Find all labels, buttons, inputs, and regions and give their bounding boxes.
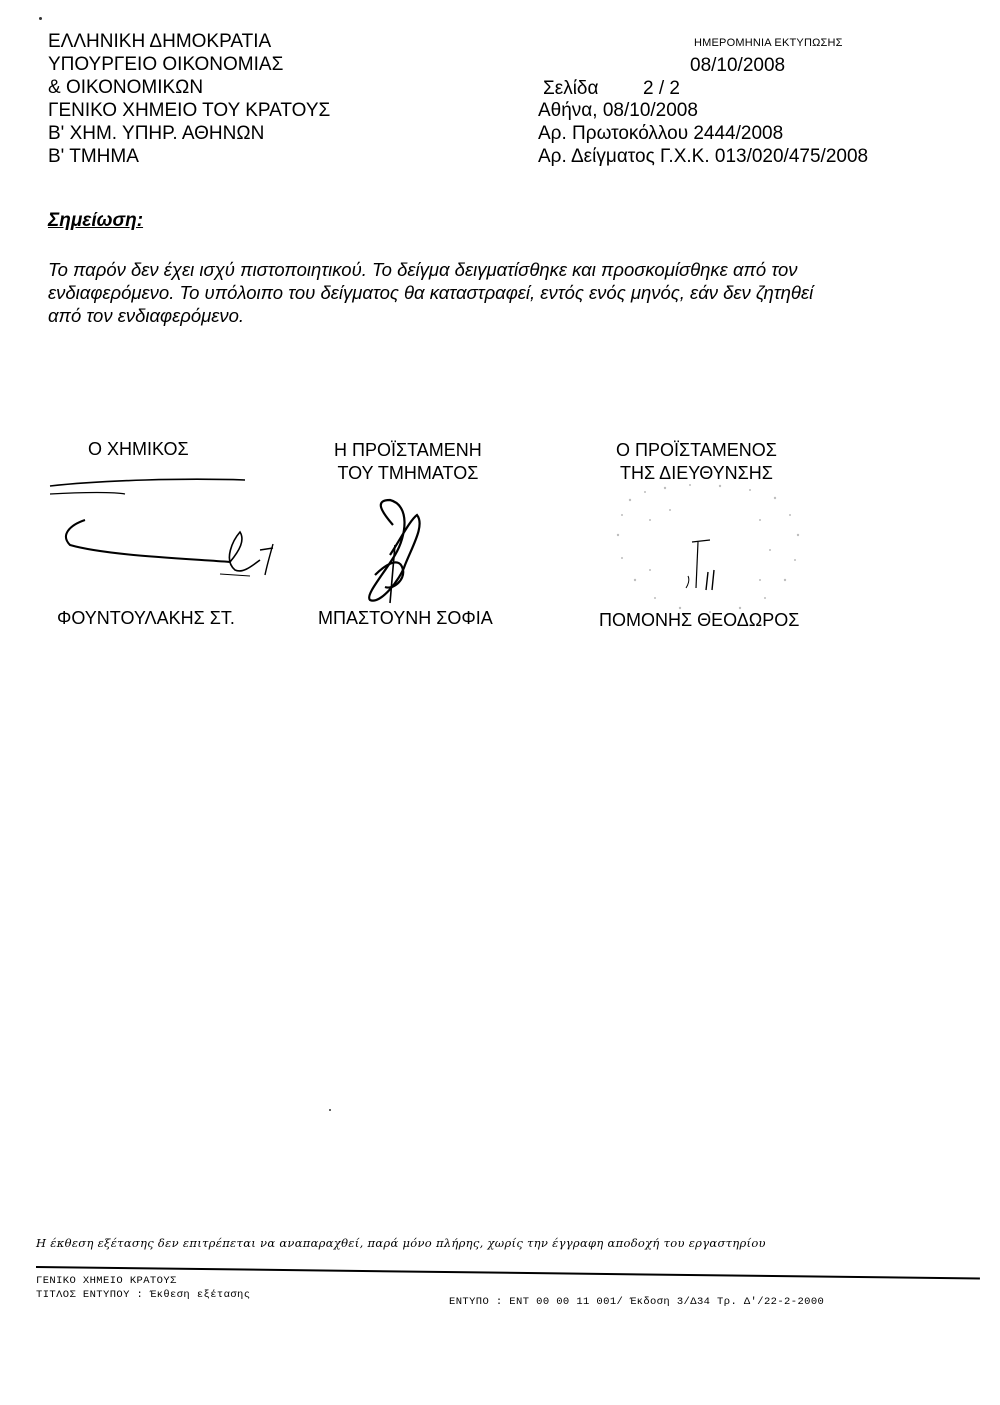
issuer-line-4: ΓΕΝΙΚΟ ΧΗΜΕΙΟ ΤΟΥ ΚΡΑΤΟΥΣ xyxy=(48,100,331,121)
note-line-3: από τον ενδιαφερόμενο. xyxy=(48,305,245,326)
print-date: 08/10/2008 xyxy=(690,55,786,76)
page-number: 2 / 2 xyxy=(643,78,680,99)
scan-speck xyxy=(39,17,42,20)
issuer-line-2: ΥΠΟΥΡΓΕΙΟ ΟΙΚΟΝΟΜΙΑΣ xyxy=(48,54,284,75)
reference-block xyxy=(538,99,868,168)
issuer-line-3: & ΟΙΚΟΝΟΜΙΚΩΝ xyxy=(48,77,204,98)
issuer-line-6: Β' ΤΜΗΜΑ xyxy=(48,146,139,167)
print-date-label: ΗΜΕΡΟΜΗΝΙΑ ΕΚΤΥΠΩΣΗΣ xyxy=(694,37,843,49)
protocol-number: Αρ. Πρωτοκόλλου 2444/2008 xyxy=(538,123,784,144)
signer-1-name: ΦΟΥΝΤΟΥΛΑΚΗΣ ΣΤ. xyxy=(57,608,235,628)
signer-1-title xyxy=(88,438,189,461)
place-date: Αθήνα, 08/10/2008 xyxy=(538,100,698,121)
signer-2-title xyxy=(334,439,482,485)
signer-3-name: ΠΟΜΟΝΗΣ ΘΕΟΔΩΡΟΣ xyxy=(599,610,800,630)
signature-3-stamp-image xyxy=(610,480,810,620)
scan-speck-2 xyxy=(329,1109,331,1111)
issuer-block xyxy=(48,30,330,168)
signer-3-title-line-2: ΤΗΣ ΔΙΕΥΘΥΝΣΗΣ xyxy=(620,463,773,483)
note-title: Σημείωση: xyxy=(48,210,144,231)
footer-form-code: ΕΝΤΥΠΟ : ΕΝΤ 00 00 11 001/ Έκδοση 3/Δ34 Τρ. Δ'/22-2-2000 xyxy=(449,1296,825,1308)
note-line-1: Το παρόν δεν έχει ισχύ πιστοποιητικού. Το δείγμα δειγματίσθηκε και προσκομίσθηκε από τον xyxy=(48,259,798,280)
signer-3-title-line-1: Ο ΠΡΟΪΣΤΑΜΕΝΟΣ xyxy=(616,440,777,460)
footer-org: ΓΕΝΙΚΟ ΧΗΜΕΙΟ ΚΡΑΤΟΥΣ xyxy=(36,1275,177,1287)
page-label: Σελίδα xyxy=(543,78,599,99)
signer-2-title-line-2: ΤΟΥ ΤΜΗΜΑΤΟΣ xyxy=(337,463,479,483)
issuer-line-5: Β' ΧΗΜ. ΥΠΗΡ. ΑΘΗΝΩΝ xyxy=(48,123,265,144)
signer-1-title-line-1: Ο ΧΗΜΙΚΟΣ xyxy=(88,439,189,459)
footer-divider xyxy=(36,1266,980,1280)
footer-form-title: ΤΙΤΛΟΣ ΕΝΤΥΠΟΥ : Έκθεση εξέτασης xyxy=(36,1289,251,1301)
sample-number: Αρ. Δείγματος Γ.Χ.Κ. 013/020/475/2008 xyxy=(538,146,869,167)
signature-1-image xyxy=(45,470,285,585)
note-body xyxy=(48,258,813,327)
reproduction-notice: Η έκθεση εξέτασης δεν επιτρέπεται να αναπαραχθεί, παρά μόνο πλήρης, χωρίς την έγγραφη αποδοχή του εργαστηρίου xyxy=(36,1236,766,1250)
issuer-line-1: ΕΛΛΗΝΙΚΗ ΔΗΜΟΚΡΑΤΙΑ xyxy=(48,31,272,52)
note-line-2: ενδιαφερόμενο. Το υπόλοιπο του δείγματος θα καταστραφεί, εντός ενός μηνός, εάν δεν ζητηθεί xyxy=(48,282,814,303)
signature-2-image xyxy=(345,495,455,610)
signer-2-title-line-1: Η ΠΡΟΪΣΤΑΜΕΝΗ xyxy=(334,440,482,460)
signer-2-name: ΜΠΑΣΤΟΥΝΗ ΣΟΦΙΑ xyxy=(318,608,493,628)
signer-3-title xyxy=(616,439,777,485)
